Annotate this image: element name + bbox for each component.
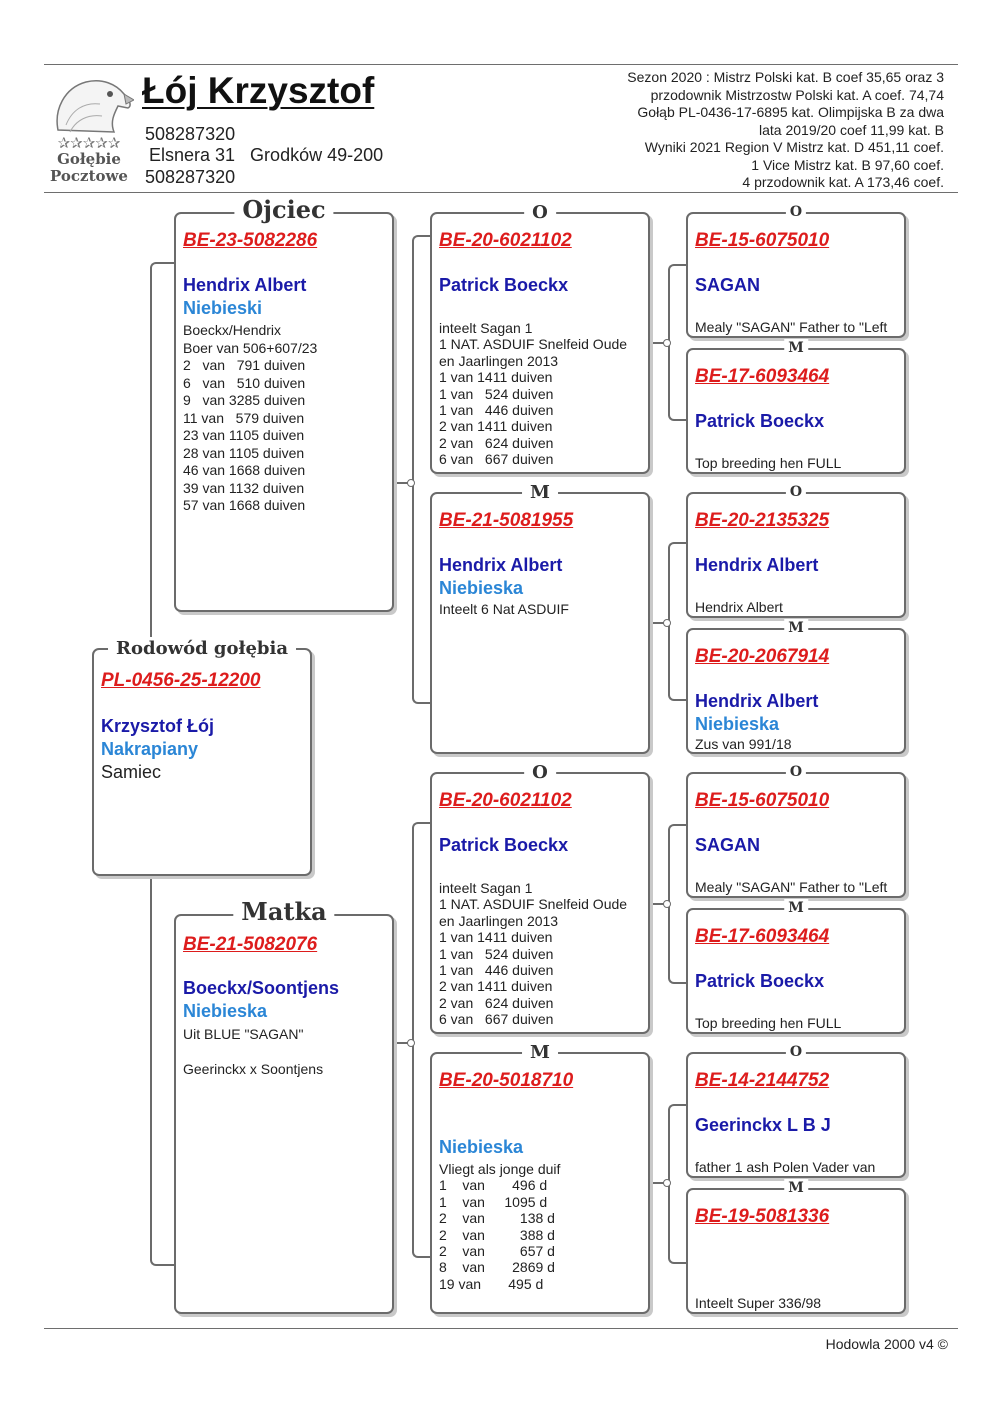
bird-name: Hendrix Albert <box>183 275 307 295</box>
logo-line1: Gołębie <box>57 150 121 168</box>
pigeon-logo <box>44 70 134 185</box>
logo-line2: Pocztowe <box>50 167 128 185</box>
connector-node <box>407 479 415 487</box>
sd-sire-card[interactable] <box>686 484 906 618</box>
line-sd-node <box>650 622 664 624</box>
dam-sire-card[interactable] <box>430 762 650 1034</box>
dam-card[interactable] <box>174 897 394 1314</box>
card-title: Rodowód gołębia <box>108 637 296 661</box>
ring-number[interactable]: BE-21-5082076 <box>183 934 318 955</box>
connector-sire <box>412 235 432 704</box>
dam-dam-card[interactable] <box>430 1042 650 1314</box>
sire-dam-card[interactable] <box>430 482 650 754</box>
ring-number[interactable]: BE-23-5082286 <box>183 230 318 251</box>
ring-number[interactable]: BE-20-2135325 <box>695 510 830 531</box>
bird-name: Patrick Boeckx <box>695 971 825 991</box>
bird-notes: Top breeding hen FULL <box>695 1015 842 1031</box>
bird-notes: inteelt Sagan 1 1 NAT. ASDUIF Snelfeid Oude en Jaarlingen 2013 1 van 1411 duiven 1 van 524 duiven 1 van 446 duiven 2 van 1411 duiven 2 van 624 duiven 6 van 667 duiven <box>439 320 628 468</box>
card-title: O <box>786 483 806 501</box>
bird-name: Krzysztof Łój <box>101 716 215 736</box>
footer-text: Hodowla 2000 v4 © <box>825 1336 948 1352</box>
bird-name: Patrick Boeckx <box>439 275 569 295</box>
bird-color: Niebieski <box>183 298 263 318</box>
bird-notes: Mealy "SAGAN" Father to "Left <box>695 319 888 335</box>
connector-sire-dam <box>668 542 688 701</box>
card-title: O <box>786 763 806 781</box>
bird-name: Patrick Boeckx <box>695 411 825 431</box>
dd-sire-card[interactable] <box>686 1044 906 1178</box>
bird-color: Nakrapiany <box>101 739 199 759</box>
ring-number[interactable]: BE-15-6075010 <box>695 790 830 811</box>
achievements <box>627 69 944 192</box>
card-title: M <box>784 1179 808 1197</box>
header-rule <box>44 192 958 193</box>
bird-notes: Uit BLUE "SAGAN" Geerinckx x Soontjens <box>183 1026 324 1077</box>
bird-notes: Top breeding hen FULL <box>695 455 842 471</box>
line-dd-node <box>650 1182 664 1184</box>
ring-number[interactable]: BE-20-5018710 <box>439 1070 574 1091</box>
achievement-line: Wyniki 2021 Region V Mistrz kat. D 451,11 coef. <box>644 139 944 155</box>
connector-dam-sire <box>668 824 688 984</box>
breeder-phone-2: 508287320 <box>145 167 236 187</box>
bird-notes: Mealy "SAGAN" Father to "Left <box>695 879 888 895</box>
ring-number[interactable]: BE-17-6093464 <box>695 366 830 387</box>
card-title: O <box>786 1043 806 1061</box>
ss-sire-card[interactable] <box>686 204 906 338</box>
achievement-line: przodownik Mistrzostw Polski kat. A coef. 74,74 <box>650 86 944 103</box>
bird-notes: father 1 ash Polen Vader van <box>695 1159 876 1175</box>
ring-number[interactable]: BE-20-6021102 <box>439 230 572 251</box>
bird-name: Boeckx/Soontjens <box>183 978 340 998</box>
achievement-line: lata 2019/20 coef 11,99 kat. B <box>759 121 944 138</box>
breeder-address: Elsnera 31 Grodków 49-200 <box>149 145 384 165</box>
ring-number[interactable]: BE-21-5081955 <box>439 510 574 531</box>
ring-number[interactable]: BE-17-6093464 <box>695 926 830 947</box>
connector-dam <box>412 822 432 1258</box>
bird-notes: Inteelt 6 Nat ASDUIF <box>439 601 569 617</box>
card-title: Matka <box>233 900 334 924</box>
bird-color: Niebieska <box>439 578 524 598</box>
achievement-line: 4 przodownik kat. A 173,46 coef. <box>742 174 944 190</box>
breeder-phone: 508287320 <box>145 124 236 144</box>
bird-notes: Hendrix Albert <box>695 599 783 615</box>
ring-number[interactable]: BE-20-2067914 <box>695 646 830 667</box>
ring-number[interactable]: BE-14-2144752 <box>695 1070 830 1091</box>
sire-sire-card[interactable] <box>430 202 650 474</box>
bird-notes: Vliegt als jonge duif 1 van 496 d 1 van 1095 d 2 van 138 d 2 van 388 d 2 van 657 d 8 van 2869 d 19 van 495 d <box>439 1161 561 1292</box>
bird-notes: Inteelt Super 336/98 <box>695 1295 822 1311</box>
ring-number[interactable]: BE-20-6021102 <box>439 790 572 811</box>
bird-name: Patrick Boeckx <box>439 835 569 855</box>
connector-node <box>407 1039 415 1047</box>
sd-dam-card[interactable] <box>686 620 906 754</box>
bird-color: Niebieska <box>183 1001 268 1021</box>
card-title: Ojciec <box>234 198 333 222</box>
ds-dam-card[interactable] <box>686 900 906 1034</box>
bird-notes: inteelt Sagan 1 1 NAT. ASDUIF Snelfeid Oude en Jaarlingen 2013 1 van 1411 duiven 1 van 524 duiven 1 van 446 duiven 2 van 1411 duiven 2 van 624 duiven 6 van 667 duiven <box>439 880 628 1028</box>
bird-name: Geerinckx L B J <box>695 1115 831 1135</box>
footer-rule <box>44 1328 958 1329</box>
ds-sire-card[interactable] <box>686 764 906 898</box>
sire-card[interactable] <box>174 195 394 612</box>
ring-number[interactable]: BE-15-6075010 <box>695 230 830 251</box>
bird-name: Hendrix Albert <box>439 555 563 575</box>
card-title: O <box>524 761 556 785</box>
line-dam-node <box>394 1042 408 1044</box>
card-title: O <box>524 201 556 225</box>
bird-notes: Boeckx/Hendrix Boer van 506+607/23 2 van 791 duiven 6 van 510 duiven 9 van 3285 duiven 11 van 579 duiven 23 van 1105 duiven 28 van 1105 duiven 46 van 1668 duiven 39 van 1132 duiven 57 van 1668 duiven <box>183 322 318 513</box>
line-ss-node <box>650 342 664 344</box>
line-ds-node <box>650 903 664 905</box>
ring-number[interactable]: PL-0456-25-12200 <box>101 670 261 691</box>
achievement-line: Gołąb PL-0436-17-6895 kat. Olimpijska B za dwa <box>637 104 944 120</box>
top-rule <box>44 64 958 65</box>
connector-node <box>663 339 671 347</box>
breeder-name: Łój Krzysztof <box>142 70 375 111</box>
connector-node <box>663 619 671 627</box>
subject-card[interactable] <box>92 638 312 876</box>
stars-decoration: ✰✰✰✰✰ <box>57 135 121 152</box>
connector-node <box>663 900 671 908</box>
card-title: M <box>784 339 808 357</box>
bird-notes: Zus van 991/18 <box>695 736 792 752</box>
card-title: M <box>784 899 808 917</box>
bird-color: Niebieska <box>695 714 780 734</box>
achievement-line: Sezon 2020 : Mistrz Polski kat. B coef 35,65 oraz 3 <box>627 69 944 85</box>
achievement-line: 1 Vice Mistrz kat. B 97,60 coef. <box>751 156 944 173</box>
card-title: M <box>522 1041 558 1065</box>
ss-dam-card[interactable] <box>686 340 906 474</box>
dd-dam-card[interactable] <box>686 1180 906 1314</box>
bird-name: Hendrix Albert <box>695 691 819 711</box>
ring-number[interactable]: BE-19-5081336 <box>695 1206 830 1227</box>
card-title: M <box>784 619 808 637</box>
line-subject-to-parents <box>394 482 408 484</box>
bird-color: Niebieska <box>439 1137 524 1157</box>
card-title: O <box>786 203 806 221</box>
connector-node <box>663 1179 671 1187</box>
card-title: M <box>522 481 558 505</box>
bird-name: SAGAN <box>695 275 761 295</box>
bird-name: Hendrix Albert <box>695 555 819 575</box>
connector-dam-dam <box>668 1104 688 1264</box>
connector-sire-sire <box>668 264 688 421</box>
bird-name: SAGAN <box>695 835 761 855</box>
bird-sex: Samiec <box>101 762 162 782</box>
